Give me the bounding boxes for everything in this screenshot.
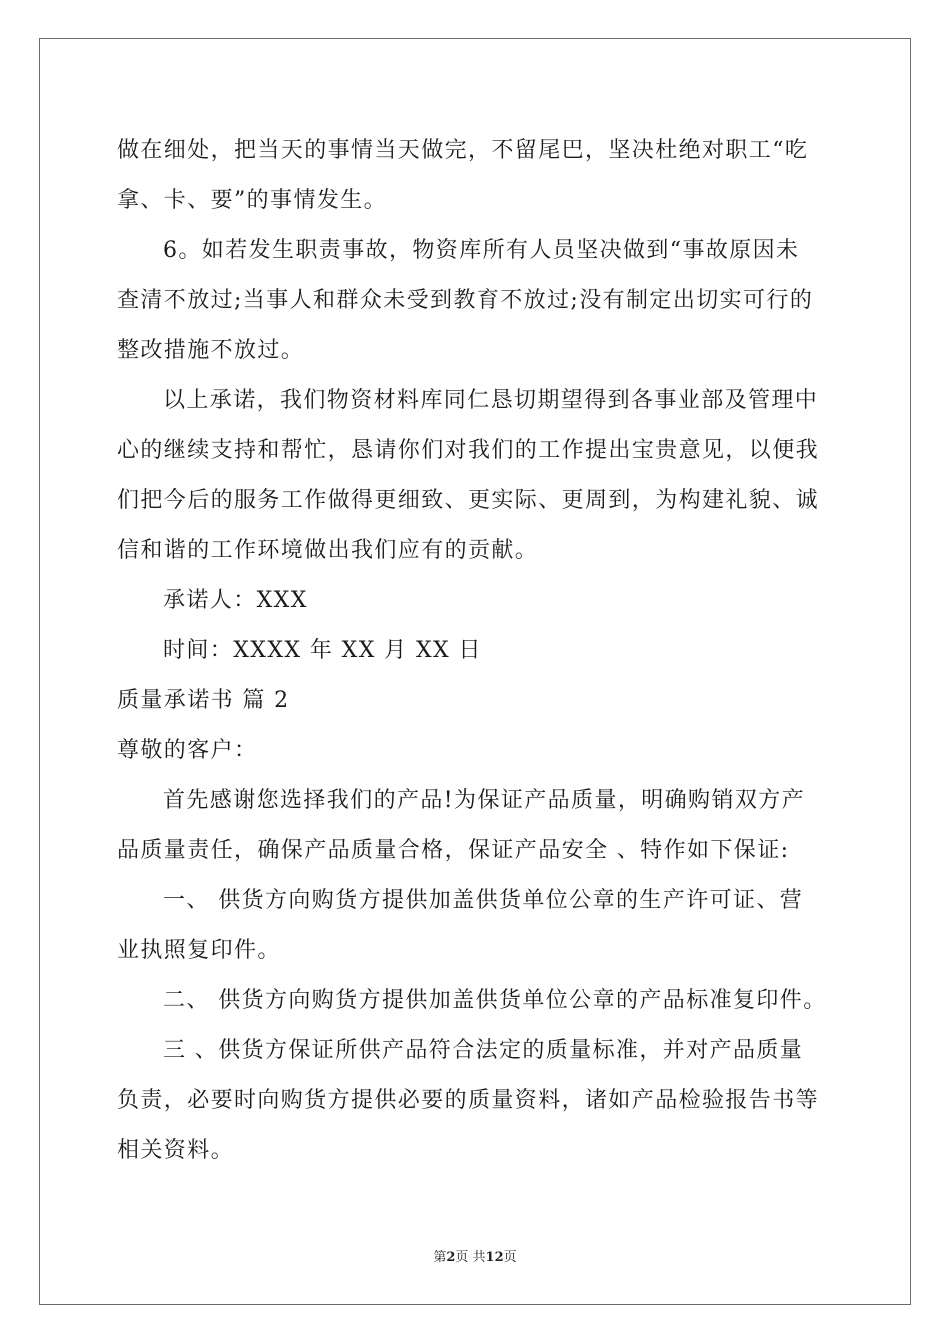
text-line: 相关资料。 [117,1138,235,1163]
salutation: 尊敬的客户： [117,738,258,763]
text-line: 三 、供货方保证所供产品符合法定的质量标准，并对产品质量 [163,1038,804,1063]
text-line: 首先感谢您选择我们的产品!为保证产品质量，明确购销双方产 [163,788,806,813]
text-line: 整改措施不放过。 [117,338,305,363]
text-line: 品质量责任，确保产品质量合格，保证产品安全 、特作如下保证: [117,838,790,863]
text-line: 一、 供货方向购货方提供加盖供货单位公章的生产许可证、营 [163,888,804,913]
text-line: 业执照复印件。 [117,938,281,963]
page-middle: 页 共 [455,1250,486,1265]
page-suffix: 页 [503,1250,517,1265]
text-line: 查清不放过;当事人和群众未受到教育不放过;没有制定出切实可行的 [117,288,814,313]
document-body [117,126,833,1176]
page-footer [0,1246,950,1265]
text-line: 二、 供货方向购货方提供加盖供货单位公章的产品标准复印件。 [163,988,827,1013]
section-heading: 质量承诺书 篇 2 [117,688,290,713]
date-line: 时间：XXXX 年 XX 月 XX 日 [163,638,482,663]
current-page-number: 2 [446,1250,456,1265]
page-prefix: 第 [433,1250,447,1265]
text-line: 信和谐的工作环境做出我们应有的贡献。 [117,538,539,563]
text-line: 拿、卡、要”的事情发生。 [117,188,388,213]
signatory-line: 承诺人：XXX [163,588,308,613]
text-line: 以上承诺，我们物资材料库同仁恳切期望得到各事业部及管理中 [163,388,819,413]
total-page-number: 12 [485,1250,504,1265]
text-line: 6。如若发生职责事故，物资库所有人员坚决做到“事故原因未 [163,238,800,263]
text-line: 心的继续支持和帮忙，恳请你们对我们的工作提出宝贵意见，以便我 [117,438,820,463]
text-line: 做在细处，把当天的事情当天做完，不留尾巴，坚决杜绝对职工“吃 [117,138,809,163]
text-line: 负责，必要时向购货方提供必要的质量资料，诸如产品检验报告书等 [117,1088,820,1113]
text-line: 们把今后的服务工作做得更细致、更实际、更周到，为构建礼貌、诚 [117,488,820,513]
